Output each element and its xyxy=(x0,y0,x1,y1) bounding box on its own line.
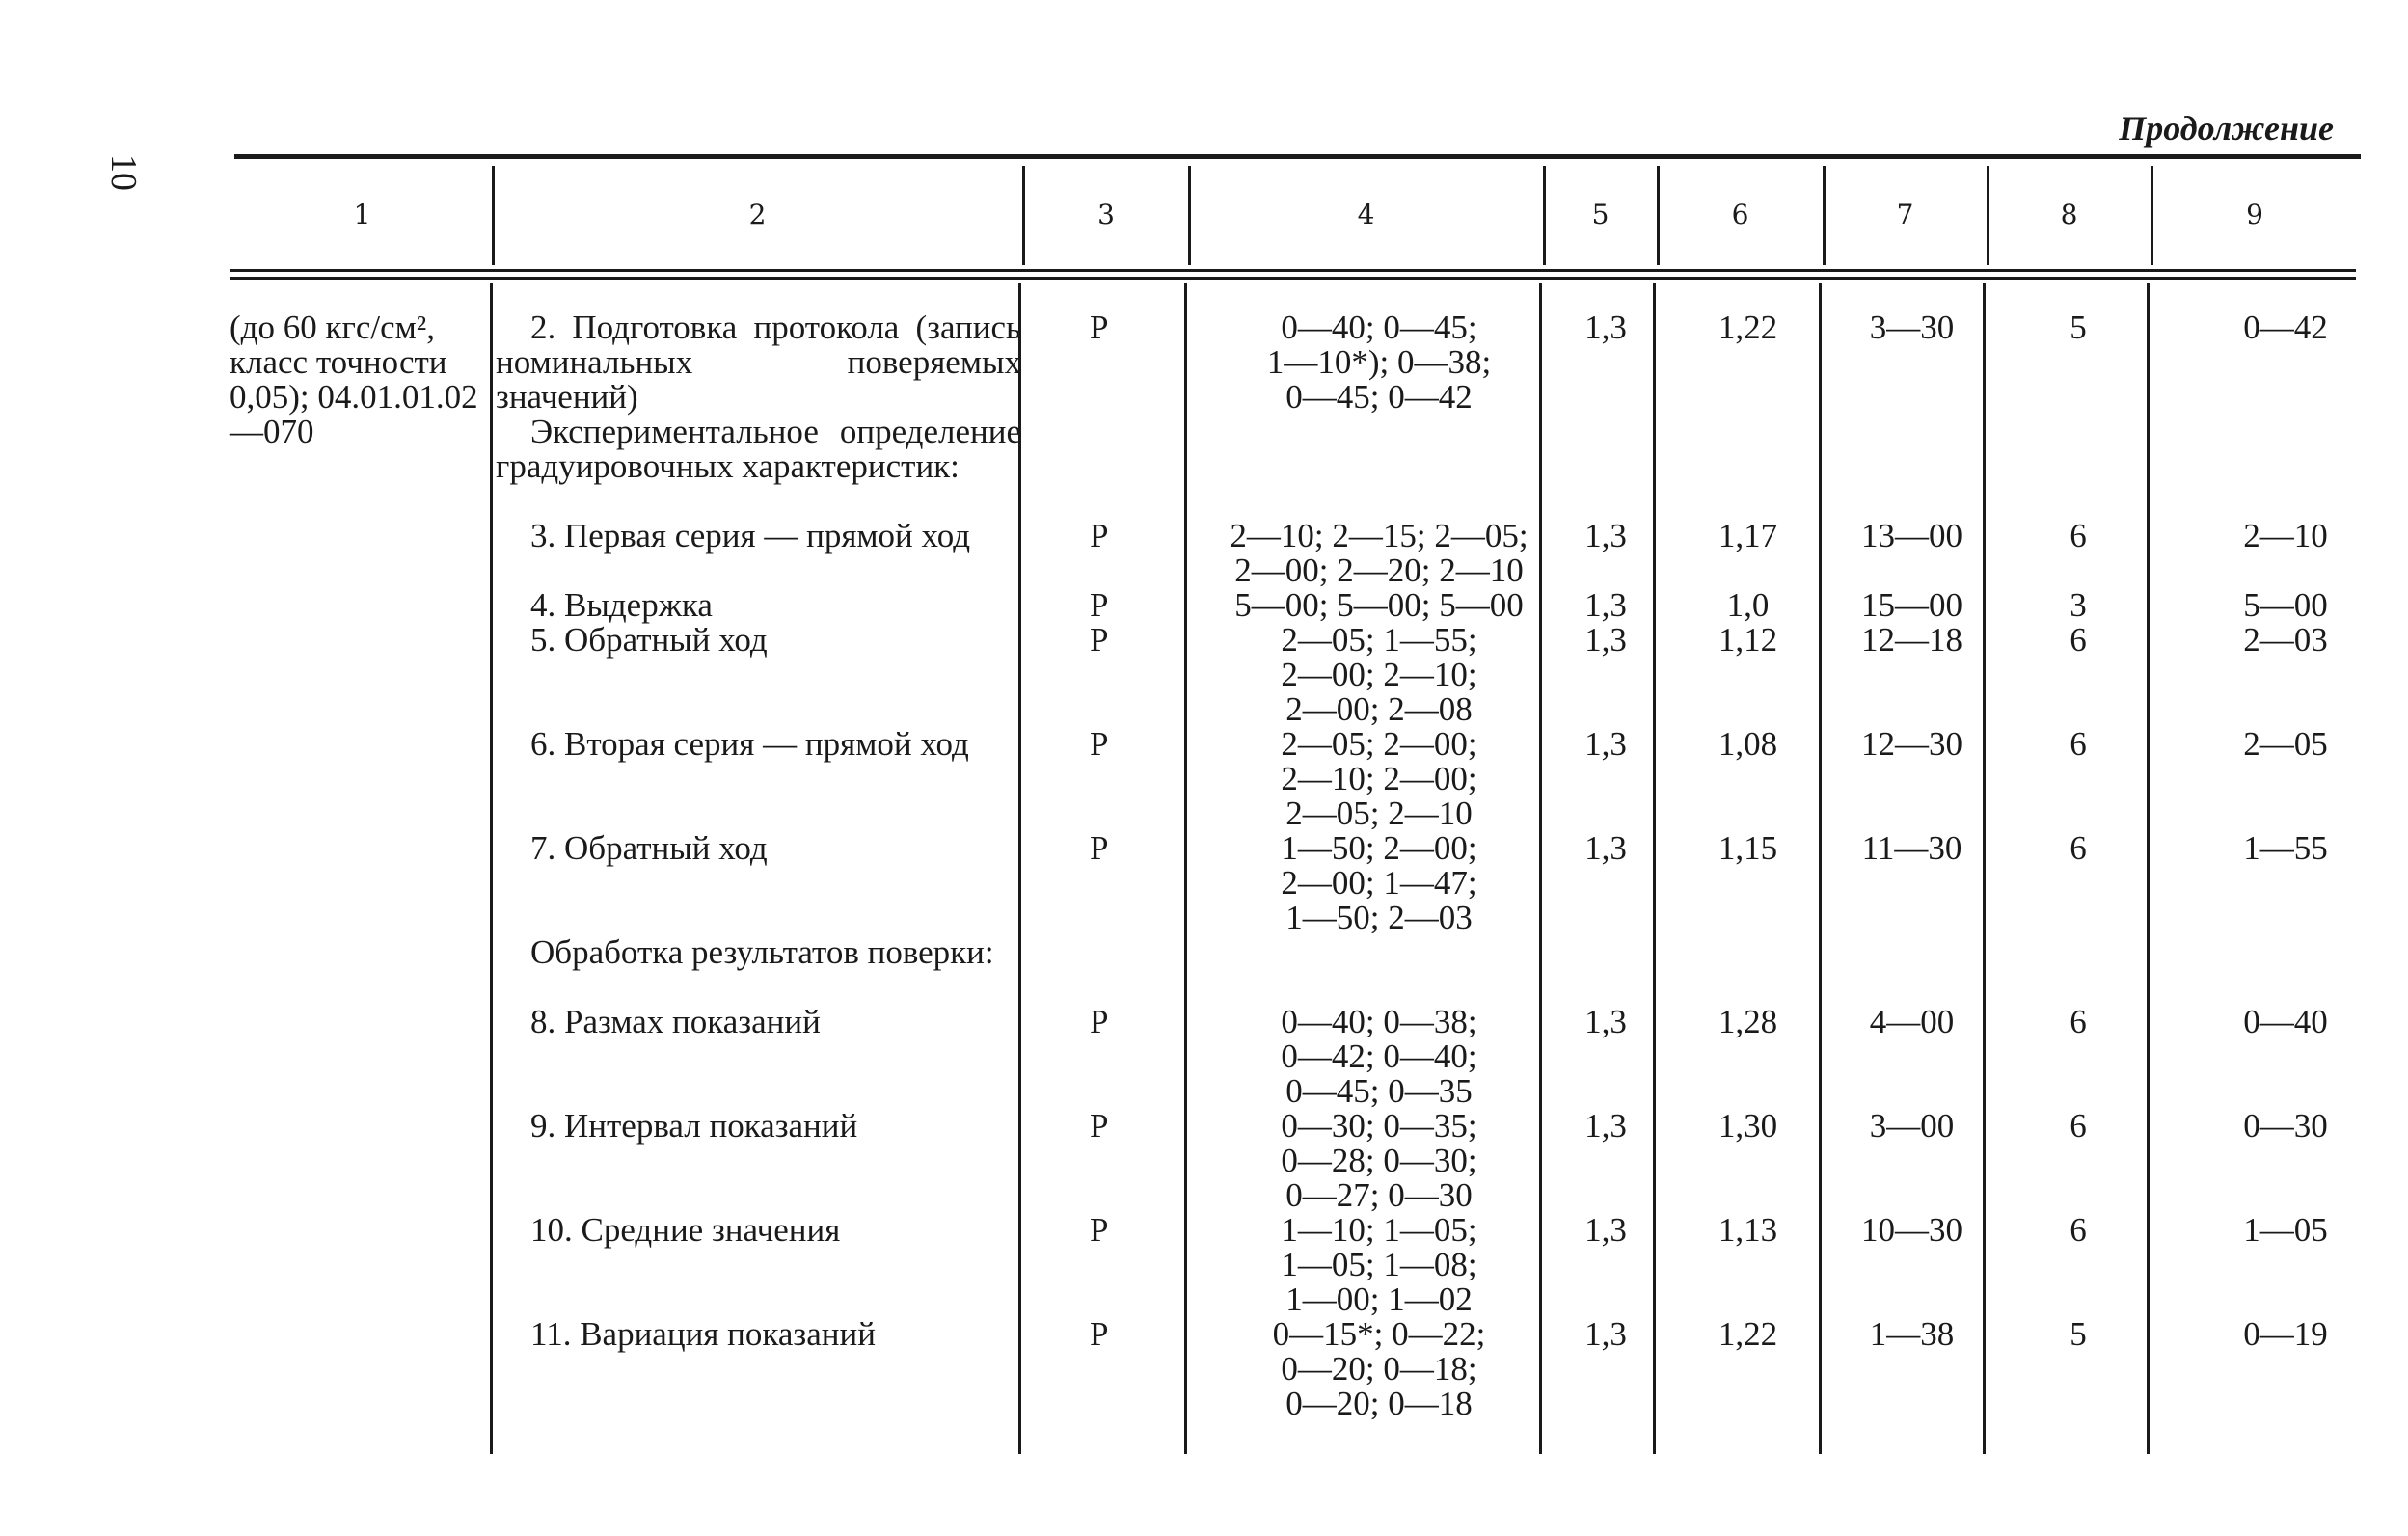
cell-col9: 2—05 xyxy=(2243,725,2328,763)
cell-col8: 6 xyxy=(2070,1107,2087,1145)
cell-col7: 12—18 xyxy=(1861,621,1962,659)
cell-col8: 5 xyxy=(2070,309,2087,346)
cell-col8: 6 xyxy=(2070,1003,2087,1040)
cell-col3: Р xyxy=(1090,1211,1109,1249)
table-top-rule xyxy=(234,154,2361,159)
cell-col7: 12—30 xyxy=(1861,725,1962,763)
cell-col5: 1,3 xyxy=(1584,829,1627,867)
cell-col7: 3—00 xyxy=(1869,1107,1955,1145)
cell-col9: 1—55 xyxy=(2243,829,2328,867)
section-heading: Экспериментальное определение градуировочных характеристик: xyxy=(496,413,1021,485)
cell-col5: 1,3 xyxy=(1584,1107,1627,1145)
cell-col5: 1,3 xyxy=(1584,725,1627,763)
cell-col3: Р xyxy=(1090,725,1109,763)
cell-col9: 0—30 xyxy=(2243,1107,2328,1145)
col-divider xyxy=(2147,283,2150,1454)
cell-col3: Р xyxy=(1090,309,1109,346)
cell-col6: 1,28 xyxy=(1718,1003,1778,1040)
cell-col3: Р xyxy=(1090,586,1109,624)
cell-col4: 1—10; 1—05; 1—05; 1—08; 1—00; 1—02 xyxy=(1281,1211,1477,1318)
cell-col6: 1,12 xyxy=(1718,621,1778,659)
header-bottom-rule xyxy=(230,269,2356,272)
cell-col9: 2—10 xyxy=(2243,517,2328,554)
continuation-label: Продолжение xyxy=(2119,109,2334,148)
cell-col8: 6 xyxy=(2070,517,2087,554)
cell-col4: 1—50; 2—00; 2—00; 1—47; 1—50; 2—03 xyxy=(1281,829,1477,936)
cell-col5: 1,3 xyxy=(1584,586,1627,624)
column-header-9: 9 xyxy=(2246,199,2263,230)
cell-col9: 0—19 xyxy=(2243,1315,2328,1353)
cell-col8: 3 xyxy=(2070,586,2087,624)
cell-col5: 1,3 xyxy=(1584,1003,1627,1040)
page-number: 10 xyxy=(103,154,144,191)
cell-col8: 6 xyxy=(2070,1211,2087,1249)
cell-col6: 1,22 xyxy=(1718,309,1778,346)
cell-col7: 10—30 xyxy=(1861,1211,1962,1249)
cell-col3: Р xyxy=(1090,829,1109,867)
operation-text: 10. Средние значения xyxy=(530,1211,841,1249)
cell-col4: 5—00; 5—00; 5—00 xyxy=(1234,586,1524,624)
cell-col4: 0—40; 0—45; 1—10*); 0—38; 0—45; 0—42 xyxy=(1266,309,1492,416)
operation-text: 4. Выдержка xyxy=(530,586,713,624)
cell-col9: 0—40 xyxy=(2243,1003,2328,1040)
cell-col7: 13—00 xyxy=(1861,517,1962,554)
column-header-5: 5 xyxy=(1591,199,1610,230)
cell-col8: 6 xyxy=(2070,621,2087,659)
operation-text: 9. Интервал показаний xyxy=(530,1107,858,1145)
cell-col8: 6 xyxy=(2070,829,2087,867)
operation-text: 2. Подготовка протокола (запись номинальных поверяемых значений) xyxy=(496,309,1021,416)
cell-col4: 2—05; 1—55; 2—00; 2—10; 2—00; 2—08 xyxy=(1281,621,1477,728)
cell-col5: 1,3 xyxy=(1584,1211,1627,1249)
cell-col6: 1,08 xyxy=(1718,725,1778,763)
cell-col7: 11—30 xyxy=(1861,829,1962,867)
header-bottom-rule-2 xyxy=(230,277,2356,280)
cell-col9: 1—05 xyxy=(2243,1211,2328,1249)
cell-col5: 1,3 xyxy=(1584,309,1627,346)
operation-text: 6. Вторая серия — прямой ход xyxy=(530,725,969,763)
cell-col5: 1,3 xyxy=(1584,517,1627,554)
cell-col6: 1,0 xyxy=(1726,586,1770,624)
cell-col6: 1,30 xyxy=(1718,1107,1778,1145)
operation-text: 8. Размах показаний xyxy=(530,1003,821,1040)
cell-col3: Р xyxy=(1090,1315,1109,1353)
instrument-description: (до 60 кгс/см², класс точности 0,05); 04.01.01.02—070 xyxy=(230,309,478,450)
cell-col9: 2—03 xyxy=(2243,621,2328,659)
cell-col4: 0—15*; 0—22; 0—20; 0—18; 0—20; 0—18 xyxy=(1272,1315,1486,1422)
cell-col7: 3—30 xyxy=(1869,309,1955,346)
cell-col4: 2—10; 2—15; 2—05; 2—00; 2—20; 2—10 xyxy=(1230,517,1529,589)
col-divider xyxy=(1184,283,1187,1454)
column-header-6: 6 xyxy=(1731,199,1749,230)
cell-col4: 0—40; 0—38; 0—42; 0—40; 0—45; 0—35 xyxy=(1281,1003,1477,1110)
operation-text: 3. Первая серия — прямой ход xyxy=(530,517,971,554)
cell-col6: 1,13 xyxy=(1718,1211,1778,1249)
col-divider xyxy=(490,283,493,1454)
cell-col6: 1,22 xyxy=(1718,1315,1778,1353)
cell-col7: 1—38 xyxy=(1869,1315,1955,1353)
cell-col5: 1,3 xyxy=(1584,1315,1627,1353)
column-header-7: 7 xyxy=(1896,199,1914,230)
cell-col9: 5—00 xyxy=(2243,586,2328,624)
column-header-4: 4 xyxy=(1357,199,1375,230)
cell-col3: Р xyxy=(1090,1003,1109,1040)
column-header-1: 1 xyxy=(353,199,371,230)
cell-col4: 0—30; 0—35; 0—28; 0—30; 0—27; 0—30 xyxy=(1281,1107,1477,1214)
cell-col8: 6 xyxy=(2070,725,2087,763)
column-header-8: 8 xyxy=(2060,199,2078,230)
cell-col4: 2—05; 2—00; 2—10; 2—00; 2—05; 2—10 xyxy=(1281,725,1477,832)
operation-text: 11. Вариация показаний xyxy=(530,1315,876,1353)
column-header-2: 2 xyxy=(748,199,767,230)
cell-col8: 5 xyxy=(2070,1315,2087,1353)
section-heading: Обработка результатов поверки: xyxy=(530,933,994,971)
cell-col6: 1,17 xyxy=(1718,517,1778,554)
cell-col9: 0—42 xyxy=(2243,309,2328,346)
col-divider xyxy=(1653,283,1656,1454)
operation-text: 5. Обратный ход xyxy=(530,621,768,659)
col-divider xyxy=(1983,283,1986,1454)
cell-col7: 4—00 xyxy=(1869,1003,1955,1040)
cell-col5: 1,3 xyxy=(1584,621,1627,659)
col-divider xyxy=(1819,283,1822,1454)
cell-col3: Р xyxy=(1090,517,1109,554)
cell-col3: Р xyxy=(1090,621,1109,659)
operation-text: 7. Обратный ход xyxy=(530,829,768,867)
cell-col7: 15—00 xyxy=(1861,586,1962,624)
cell-col6: 1,15 xyxy=(1718,829,1778,867)
column-header-3: 3 xyxy=(1097,199,1115,230)
cell-col3: Р xyxy=(1090,1107,1109,1145)
